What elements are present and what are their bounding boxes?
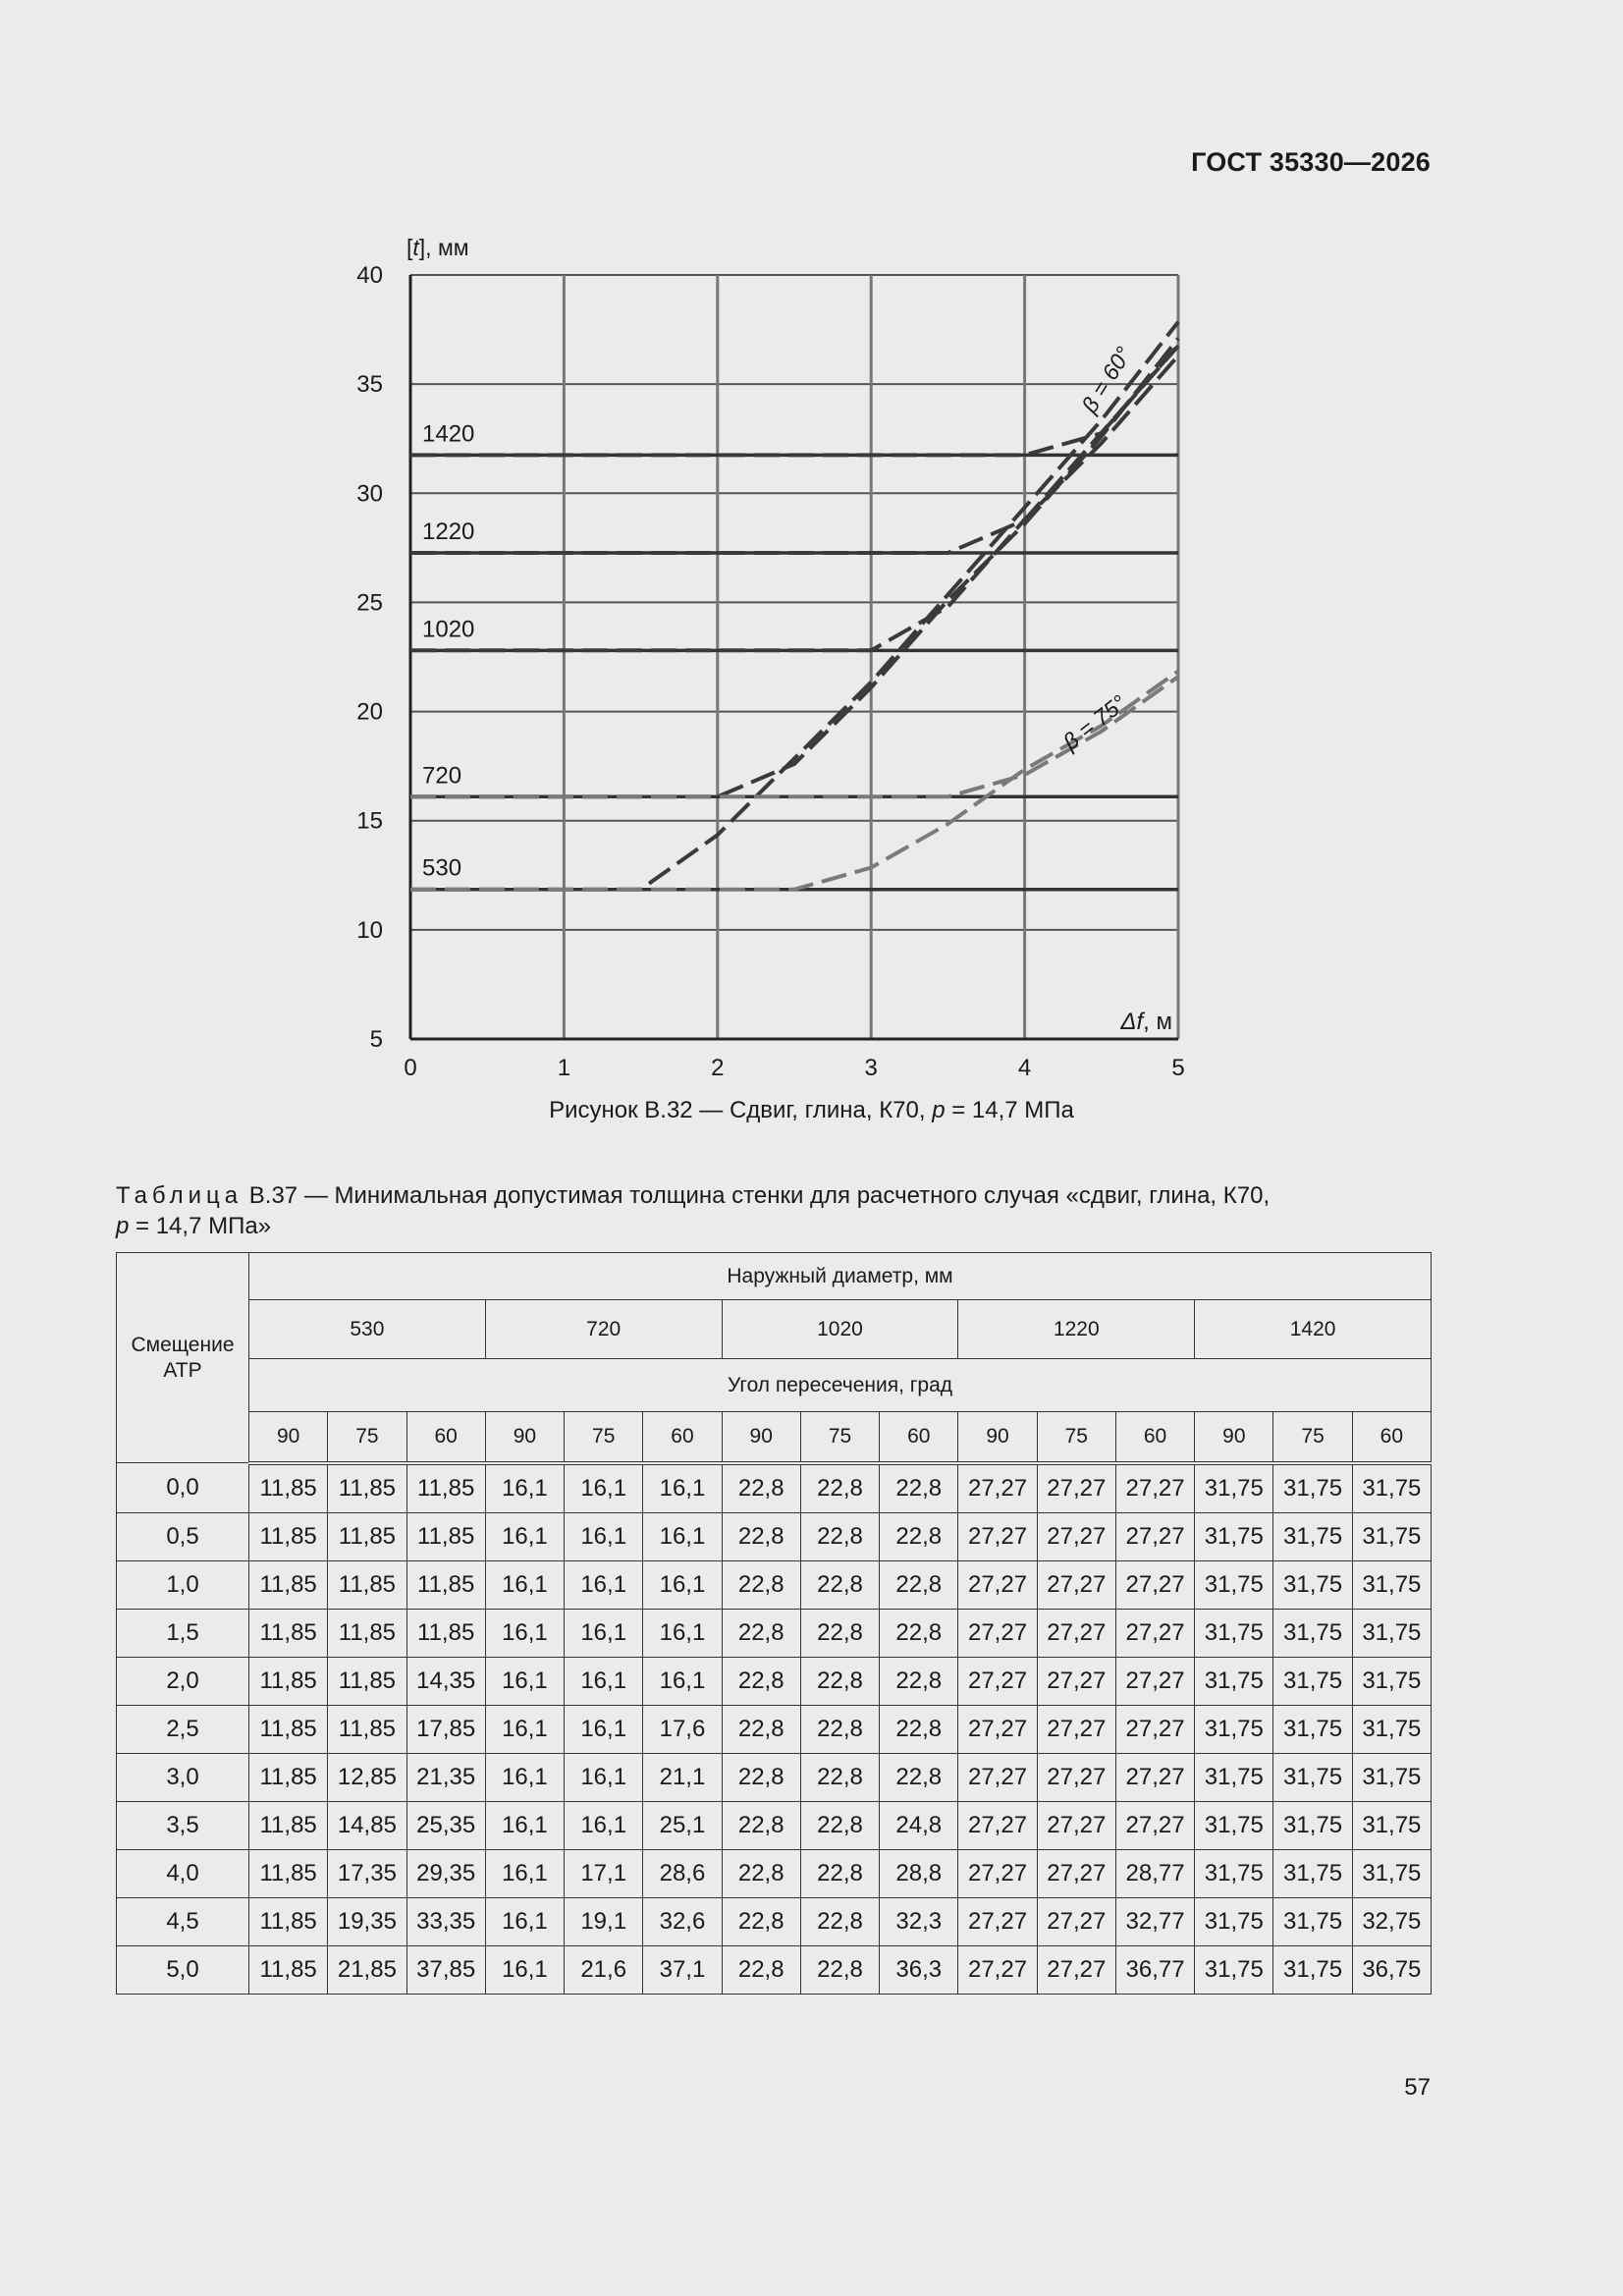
thickness-cell: 33,35	[406, 1897, 485, 1945]
thickness-cell: 16,1	[485, 1463, 564, 1513]
thickness-cell: 27,27	[1115, 1801, 1194, 1849]
thickness-cell: 31,75	[1352, 1657, 1431, 1705]
thickness-cell: 24,8	[880, 1801, 958, 1849]
thickness-cell: 27,27	[1037, 1463, 1115, 1513]
thickness-cell: 16,1	[485, 1609, 564, 1657]
thickness-cell: 16,1	[485, 1753, 564, 1801]
thickness-cell: 11,85	[249, 1945, 328, 1994]
thickness-cell: 16,1	[565, 1463, 643, 1513]
group-header: Наружный диаметр, мм	[249, 1253, 1432, 1300]
angle-header-cell: 90	[722, 1412, 800, 1463]
thickness-cell: 11,85	[249, 1849, 328, 1897]
thickness-cell: 31,75	[1195, 1945, 1273, 1994]
thickness-cell: 22,8	[722, 1849, 800, 1897]
thickness-cell: 31,75	[1195, 1849, 1273, 1897]
figure-caption	[0, 1097, 1623, 1124]
table-title-suffix: = 14,7 МПа»	[129, 1213, 272, 1239]
thickness-cell: 25,1	[643, 1801, 722, 1849]
diameter-header: 1420	[1195, 1300, 1432, 1359]
thickness-cell: 31,75	[1352, 1463, 1431, 1513]
angle-header-cell: 90	[249, 1412, 328, 1463]
thickness-cell: 11,85	[249, 1705, 328, 1753]
thickness-cell: 31,75	[1273, 1849, 1352, 1897]
thickness-cell: 22,8	[722, 1801, 800, 1849]
thickness-cell: 22,8	[722, 1560, 800, 1609]
table-row	[117, 1753, 1432, 1801]
thickness-cell: 27,27	[958, 1705, 1037, 1753]
angle-header-cell: 90	[1195, 1412, 1273, 1463]
angle-header-cell: 60	[1115, 1412, 1194, 1463]
x-tick-label: 2	[711, 1055, 725, 1081]
angle-header-cell: 90	[485, 1412, 564, 1463]
x-axis-label	[1119, 1009, 1172, 1035]
thickness-cell: 31,75	[1273, 1897, 1352, 1945]
thickness-cell: 31,75	[1195, 1897, 1273, 1945]
offset-cell: 3,5	[117, 1801, 249, 1849]
thickness-cell: 11,85	[328, 1512, 406, 1560]
thickness-cell: 22,8	[722, 1897, 800, 1945]
thickness-cell: 22,8	[880, 1753, 958, 1801]
y-axis-label-suffix: ], мм	[418, 235, 469, 260]
offset-cell: 5,0	[117, 1945, 249, 1994]
thickness-cell: 21,85	[328, 1945, 406, 1994]
thickness-cell: 16,1	[485, 1560, 564, 1609]
offset-cell: 0,5	[117, 1512, 249, 1560]
angle-header-cell: 60	[406, 1412, 485, 1463]
thickness-cell: 22,8	[722, 1705, 800, 1753]
table-title-text: В.37 — Минимальная допустимая толщина стенки для расчетного случая «сдвиг, глина, К70,	[243, 1182, 1271, 1209]
thickness-cell: 16,1	[565, 1753, 643, 1801]
y-tick-label: 5	[369, 1026, 383, 1053]
series-line-beta-60	[410, 346, 1178, 455]
wall-thickness-table	[116, 1252, 1432, 1995]
thickness-cell: 14,85	[328, 1801, 406, 1849]
y-axis-label-var: t	[412, 235, 419, 260]
thickness-cell: 11,85	[249, 1609, 328, 1657]
angle-header-cell: 60	[880, 1412, 958, 1463]
thickness-cell: 31,75	[1195, 1705, 1273, 1753]
table-row	[117, 1657, 1432, 1705]
table-row	[117, 1801, 1432, 1849]
beta-annotation: β = 60°	[1076, 342, 1137, 417]
table-row	[117, 1897, 1432, 1945]
thickness-cell: 27,27	[958, 1560, 1037, 1609]
table-title-var: p	[116, 1213, 130, 1239]
diameter-line-label: 720	[422, 762, 462, 790]
thickness-cell: 16,1	[485, 1897, 564, 1945]
figure-caption-var: p	[932, 1097, 946, 1123]
thickness-cell: 22,8	[800, 1849, 879, 1897]
series-line-beta-60	[410, 346, 1178, 553]
thickness-cell: 16,1	[565, 1512, 643, 1560]
y-tick-label: 25	[356, 589, 383, 617]
thickness-cell: 27,27	[1037, 1512, 1115, 1560]
diameter-header: 1020	[722, 1300, 958, 1359]
series-line-beta-60	[410, 322, 1178, 890]
x-tick-label: 4	[1017, 1055, 1032, 1081]
thickness-cell: 16,1	[643, 1609, 722, 1657]
thickness-cell: 31,75	[1273, 1512, 1352, 1560]
thickness-cell: 27,27	[1115, 1753, 1194, 1801]
table-row	[117, 1705, 1432, 1753]
figure-caption-suffix: = 14,7 МПа	[945, 1097, 1074, 1123]
thickness-cell: 27,27	[1037, 1753, 1115, 1801]
thickness-cell: 31,75	[1195, 1512, 1273, 1560]
angle-header-cell: 60	[643, 1412, 722, 1463]
thickness-cell: 27,27	[958, 1512, 1037, 1560]
thickness-cell: 16,1	[485, 1849, 564, 1897]
thickness-cell: 31,75	[1195, 1657, 1273, 1705]
angle-header-cell: 75	[328, 1412, 406, 1463]
thickness-cell: 31,75	[1195, 1801, 1273, 1849]
offset-cell: 0,0	[117, 1463, 249, 1513]
thickness-cell: 22,8	[800, 1945, 879, 1994]
thickness-cell: 31,75	[1273, 1560, 1352, 1609]
thickness-cell: 11,85	[249, 1512, 328, 1560]
thickness-cell: 31,75	[1352, 1753, 1431, 1801]
thickness-cell: 22,8	[880, 1560, 958, 1609]
thickness-cell: 31,75	[1195, 1560, 1273, 1609]
thickness-cell: 14,35	[406, 1657, 485, 1705]
thickness-cell: 16,1	[643, 1512, 722, 1560]
thickness-cell: 31,75	[1352, 1705, 1431, 1753]
thickness-cell: 27,27	[958, 1801, 1037, 1849]
series-line-beta-75	[410, 671, 1178, 889]
thickness-cell: 11,85	[328, 1560, 406, 1609]
thickness-cell: 28,8	[880, 1849, 958, 1897]
y-tick-label: 35	[356, 371, 383, 399]
thickness-cell: 16,1	[485, 1945, 564, 1994]
thickness-cell: 22,8	[800, 1463, 879, 1513]
thickness-cell: 27,27	[1037, 1609, 1115, 1657]
beta-annotation: β = 75°	[1057, 689, 1132, 755]
thickness-cell: 31,75	[1195, 1753, 1273, 1801]
thickness-cell: 22,8	[880, 1463, 958, 1513]
thickness-cell: 27,27	[958, 1657, 1037, 1705]
table-row	[117, 1945, 1432, 1994]
thickness-cell: 16,1	[643, 1560, 722, 1609]
thickness-cell: 17,6	[643, 1705, 722, 1753]
thickness-cell: 22,8	[722, 1945, 800, 1994]
series-line-beta-60	[410, 339, 1178, 797]
figure-caption-prefix: Рисунок В.32 — Сдвиг, глина, К70,	[549, 1097, 933, 1123]
y-tick-label: 40	[356, 262, 383, 289]
table-title-label: Таблица	[116, 1182, 243, 1209]
thickness-cell: 22,8	[880, 1657, 958, 1705]
thickness-cell: 27,27	[958, 1463, 1037, 1513]
thickness-cell: 22,8	[800, 1753, 879, 1801]
thickness-cell: 31,75	[1273, 1609, 1352, 1657]
x-axis-label-suffix: , м	[1143, 1009, 1172, 1035]
thickness-cell: 36,75	[1352, 1945, 1431, 1994]
thickness-cell: 37,1	[643, 1945, 722, 1994]
thickness-cell: 22,8	[800, 1897, 879, 1945]
thickness-cell: 19,35	[328, 1897, 406, 1945]
thickness-cell: 11,85	[249, 1897, 328, 1945]
x-tick-label: 3	[864, 1055, 878, 1081]
offset-cell: 1,5	[117, 1609, 249, 1657]
y-tick-label: 10	[356, 916, 383, 944]
angle-header-cell: 75	[565, 1412, 643, 1463]
thickness-cell: 17,1	[565, 1849, 643, 1897]
thickness-cell: 31,75	[1352, 1512, 1431, 1560]
thickness-cell: 22,8	[722, 1463, 800, 1513]
thickness-cell: 11,85	[406, 1560, 485, 1609]
offset-cell: 2,5	[117, 1705, 249, 1753]
angle-header-cell: 75	[1037, 1412, 1115, 1463]
thickness-cell: 27,27	[1115, 1463, 1194, 1513]
thickness-cell: 27,27	[1037, 1657, 1115, 1705]
thickness-cell: 27,27	[1115, 1560, 1194, 1609]
thickness-cell: 16,1	[485, 1512, 564, 1560]
thickness-cell: 11,85	[249, 1560, 328, 1609]
thickness-cell: 31,75	[1352, 1801, 1431, 1849]
thickness-cell: 29,35	[406, 1849, 485, 1897]
table-row	[117, 1512, 1432, 1560]
angle-header-cell: 60	[1352, 1412, 1431, 1463]
diameter-line-label: 530	[422, 854, 462, 882]
diameter-line-label: 1420	[422, 420, 475, 448]
thickness-cell: 12,85	[328, 1753, 406, 1801]
table-row	[117, 1609, 1432, 1657]
thickness-cell: 11,85	[406, 1463, 485, 1513]
thickness-cell: 22,8	[800, 1609, 879, 1657]
thickness-cell: 22,8	[722, 1753, 800, 1801]
thickness-cell: 32,75	[1352, 1897, 1431, 1945]
thickness-cell: 22,8	[722, 1657, 800, 1705]
thickness-cell: 22,8	[722, 1512, 800, 1560]
thickness-cell: 22,8	[800, 1560, 879, 1609]
angle-header-cell: 75	[1273, 1412, 1352, 1463]
thickness-cell: 31,75	[1352, 1849, 1431, 1897]
diameter-header: 530	[249, 1300, 486, 1359]
thickness-cell: 11,85	[328, 1463, 406, 1513]
thickness-cell: 31,75	[1195, 1463, 1273, 1513]
thickness-cell: 27,27	[958, 1945, 1037, 1994]
offset-cell: 4,0	[117, 1849, 249, 1897]
thickness-cell: 22,8	[800, 1657, 879, 1705]
diameter-header: 1220	[958, 1300, 1195, 1359]
thickness-cell: 27,27	[958, 1897, 1037, 1945]
thickness-cell: 21,1	[643, 1753, 722, 1801]
thickness-cell: 16,1	[643, 1657, 722, 1705]
page-number: 57	[1404, 2074, 1431, 2101]
thickness-cell: 16,1	[565, 1801, 643, 1849]
thickness-cell: 31,75	[1352, 1609, 1431, 1657]
thickness-cell: 31,75	[1195, 1609, 1273, 1657]
thickness-cell: 32,77	[1115, 1897, 1194, 1945]
angle-header-cell: 90	[958, 1412, 1037, 1463]
y-axis-label-prefix: [	[406, 235, 413, 260]
thickness-cell: 27,27	[958, 1753, 1037, 1801]
table-row	[117, 1560, 1432, 1609]
offset-cell: 4,5	[117, 1897, 249, 1945]
thickness-cell: 27,27	[1115, 1609, 1194, 1657]
row-header-cell	[117, 1253, 249, 1463]
thickness-cell: 22,8	[880, 1705, 958, 1753]
thickness-cell: 27,27	[1115, 1705, 1194, 1753]
row-header: Смещение АТР	[131, 1333, 235, 1382]
thickness-cell: 11,85	[249, 1463, 328, 1513]
thickness-cell: 32,6	[643, 1897, 722, 1945]
thickness-cell: 27,27	[1037, 1801, 1115, 1849]
thickness-cell: 11,85	[406, 1609, 485, 1657]
thickness-cell: 36,77	[1115, 1945, 1194, 1994]
thickness-cell: 11,85	[249, 1657, 328, 1705]
thickness-cell: 16,1	[485, 1657, 564, 1705]
thickness-cell: 11,85	[406, 1512, 485, 1560]
x-tick-label: 5	[1171, 1055, 1185, 1081]
offset-cell: 3,0	[117, 1753, 249, 1801]
thickness-cell: 31,75	[1273, 1801, 1352, 1849]
thickness-cell: 22,8	[880, 1512, 958, 1560]
thickness-cell: 27,27	[1115, 1512, 1194, 1560]
thickness-cell: 16,1	[485, 1705, 564, 1753]
thickness-cell: 31,75	[1273, 1945, 1352, 1994]
thickness-cell: 37,85	[406, 1945, 485, 1994]
thickness-cell: 22,8	[880, 1609, 958, 1657]
offset-cell: 1,0	[117, 1560, 249, 1609]
y-tick-label: 15	[356, 807, 383, 835]
thickness-cell: 11,85	[328, 1657, 406, 1705]
angle-header-cell: 75	[800, 1412, 879, 1463]
thickness-cell: 25,35	[406, 1801, 485, 1849]
thickness-cell: 31,75	[1273, 1463, 1352, 1513]
chart-svg	[324, 221, 1227, 1085]
thickness-cell: 27,27	[1037, 1945, 1115, 1994]
thickness-cell: 16,1	[485, 1801, 564, 1849]
thickness-cell: 27,27	[1115, 1657, 1194, 1705]
thickness-cell: 28,6	[643, 1849, 722, 1897]
series-line-beta-60	[410, 355, 1178, 650]
thickness-cell: 22,8	[800, 1801, 879, 1849]
thickness-cell: 17,35	[328, 1849, 406, 1897]
thickness-cell: 27,27	[1037, 1897, 1115, 1945]
thickness-cell: 11,85	[249, 1753, 328, 1801]
y-tick-label: 20	[356, 698, 383, 726]
diameter-line-label: 1220	[422, 518, 475, 545]
x-axis-label-var: Δf	[1120, 1009, 1144, 1035]
thickness-cell: 16,1	[565, 1609, 643, 1657]
thickness-cell: 32,3	[880, 1897, 958, 1945]
angle-header: Угол пересечения, град	[249, 1359, 1432, 1412]
thickness-cell: 16,1	[565, 1657, 643, 1705]
x-tick-label: 0	[404, 1055, 417, 1081]
thickness-cell: 22,8	[800, 1705, 879, 1753]
thickness-cell: 31,75	[1273, 1657, 1352, 1705]
thickness-cell: 27,27	[1037, 1849, 1115, 1897]
thickness-cell: 31,75	[1273, 1753, 1352, 1801]
thickness-cell: 11,85	[249, 1801, 328, 1849]
thickness-cell: 28,77	[1115, 1849, 1194, 1897]
diameter-header: 720	[485, 1300, 722, 1359]
y-axis-label	[406, 235, 469, 260]
thickness-cell: 27,27	[1037, 1705, 1115, 1753]
thickness-cell: 11,85	[328, 1609, 406, 1657]
thickness-cell: 36,3	[880, 1945, 958, 1994]
thickness-cell: 21,6	[565, 1945, 643, 1994]
thickness-cell: 16,1	[565, 1705, 643, 1753]
table-row	[117, 1849, 1432, 1897]
thickness-cell: 16,1	[565, 1560, 643, 1609]
thickness-cell: 11,85	[328, 1705, 406, 1753]
offset-cell: 2,0	[117, 1657, 249, 1705]
thickness-cell: 22,8	[722, 1609, 800, 1657]
x-tick-label: 1	[557, 1055, 571, 1081]
document-number: ГОСТ 35330—2026	[1191, 147, 1431, 177]
table-title	[116, 1180, 1432, 1241]
thickness-cell: 19,1	[565, 1897, 643, 1945]
chart-figure	[324, 221, 1227, 1085]
table-row	[117, 1463, 1432, 1513]
thickness-cell: 16,1	[643, 1463, 722, 1513]
thickness-cell: 17,85	[406, 1705, 485, 1753]
y-tick-label: 30	[356, 480, 383, 508]
thickness-cell: 27,27	[958, 1609, 1037, 1657]
thickness-cell: 22,8	[800, 1512, 879, 1560]
thickness-cell: 31,75	[1273, 1705, 1352, 1753]
thickness-cell: 21,35	[406, 1753, 485, 1801]
thickness-cell: 27,27	[958, 1849, 1037, 1897]
thickness-cell: 31,75	[1352, 1560, 1431, 1609]
thickness-cell: 27,27	[1037, 1560, 1115, 1609]
diameter-line-label: 1020	[422, 616, 475, 643]
